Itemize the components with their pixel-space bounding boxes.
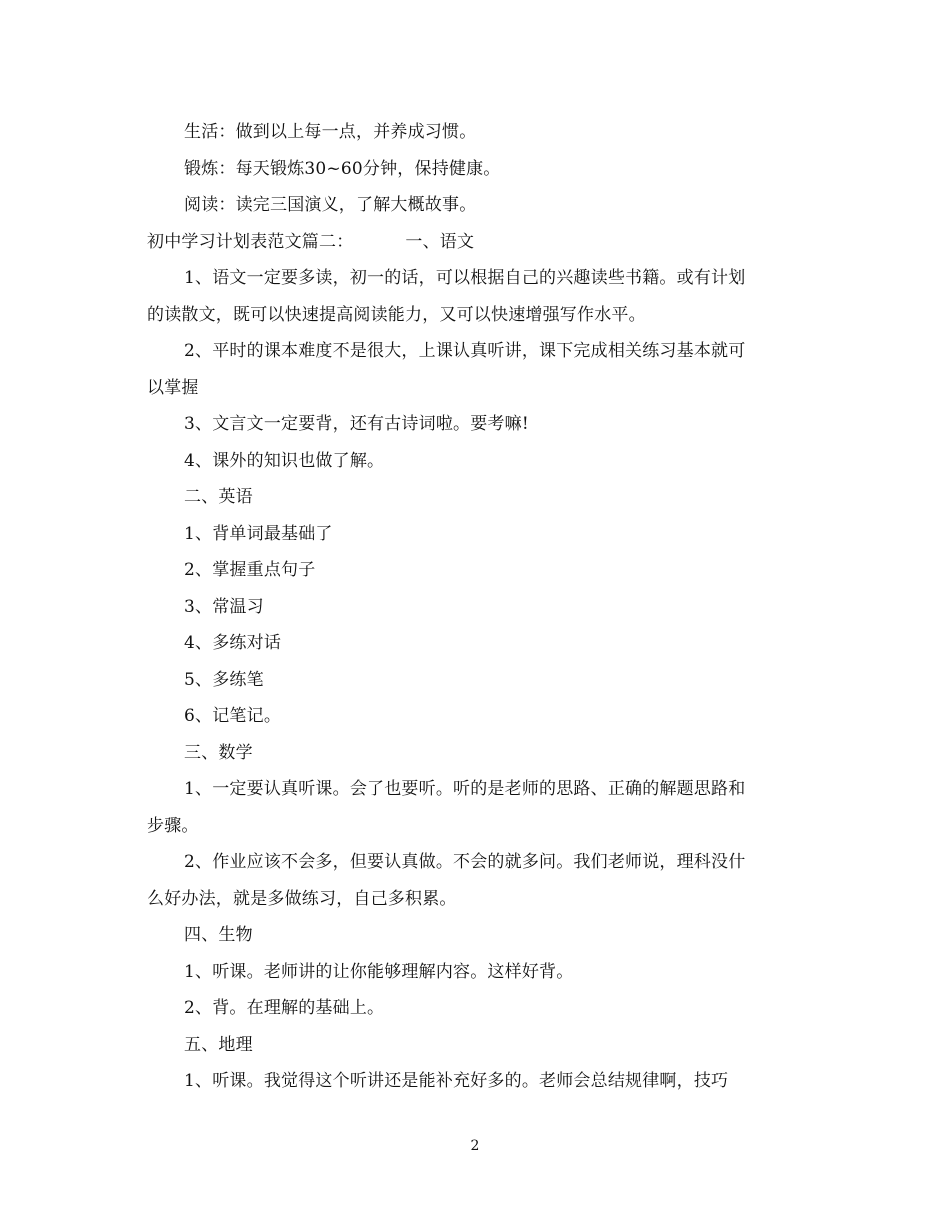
section-chinese-heading: 一、语文 (405, 231, 475, 252)
article-heading: 初中学习计划表范文篇二： (147, 231, 354, 252)
paragraph-exercise: 锻炼：每天锻炼30~60分钟，保持健康。 (184, 158, 501, 179)
english-item-6: 6、记笔记。 (184, 706, 282, 726)
math-item-2-line-2: 么好办法，就是多做练习，自己多积累。 (147, 888, 457, 909)
section-biology-heading: 四、生物 (184, 925, 253, 945)
math-item-1-line-1: 1、一定要认真听课。会了也要听。听的是老师的思路、正确的解题思路和 (184, 779, 746, 799)
chinese-item-3: 3、文言文一定要背，还有古诗词啦。要考嘛! (184, 414, 529, 434)
biology-item-2: 2、背。在理解的基础上。 (184, 998, 385, 1018)
english-item-5: 5、多练笔 (184, 669, 264, 690)
chinese-item-4: 4、课外的知识也做了解。 (184, 450, 385, 471)
geography-item-1: 1、听课。我觉得这个听讲还是能补充好多的。老师会总结规律啊，技巧 (184, 1071, 729, 1091)
math-item-1-line-2: 步骤。 (147, 815, 199, 836)
english-item-1: 1、背单词最基础了 (184, 523, 333, 544)
section-title-line (147, 224, 797, 261)
chinese-item-2-line-1: 2、平时的课本难度不是很大，上课认真听讲，课下完成相关练习基本就可 (184, 341, 746, 361)
paragraph-reading: 阅读：读完三国演义，了解大概故事。 (184, 195, 477, 215)
chinese-item-2-line-2: 以掌握 (147, 377, 199, 398)
english-item-4: 4、多练对话 (184, 633, 282, 653)
section-english-heading: 二、英语 (184, 487, 253, 507)
english-item-3: 3、常温习 (184, 596, 264, 617)
math-item-2-line-1: 2、作业应该不会多，但要认真做。不会的就多问。我们老师说，理科没什 (184, 852, 746, 872)
page-number: 2 (470, 1138, 480, 1154)
paragraph-life: 生活：做到以上每一点，并养成习惯。 (184, 122, 477, 142)
chinese-item-1-line-1: 1、语文一定要多读，初一的话，可以根据自己的兴趣读些书籍。或有计划 (184, 268, 746, 288)
biology-item-1: 1、听课。老师讲的让你能够理解内容。这样好背。 (184, 961, 574, 982)
chinese-item-1-line-2: 的读散文，既可以快速提高阅读能力，又可以快速增强写作水平。 (147, 304, 646, 325)
section-math-heading: 三、数学 (184, 742, 253, 763)
document-body (147, 114, 797, 1100)
section-geography-heading: 五、地理 (184, 1034, 253, 1055)
english-item-2: 2、掌握重点句子 (184, 560, 316, 580)
